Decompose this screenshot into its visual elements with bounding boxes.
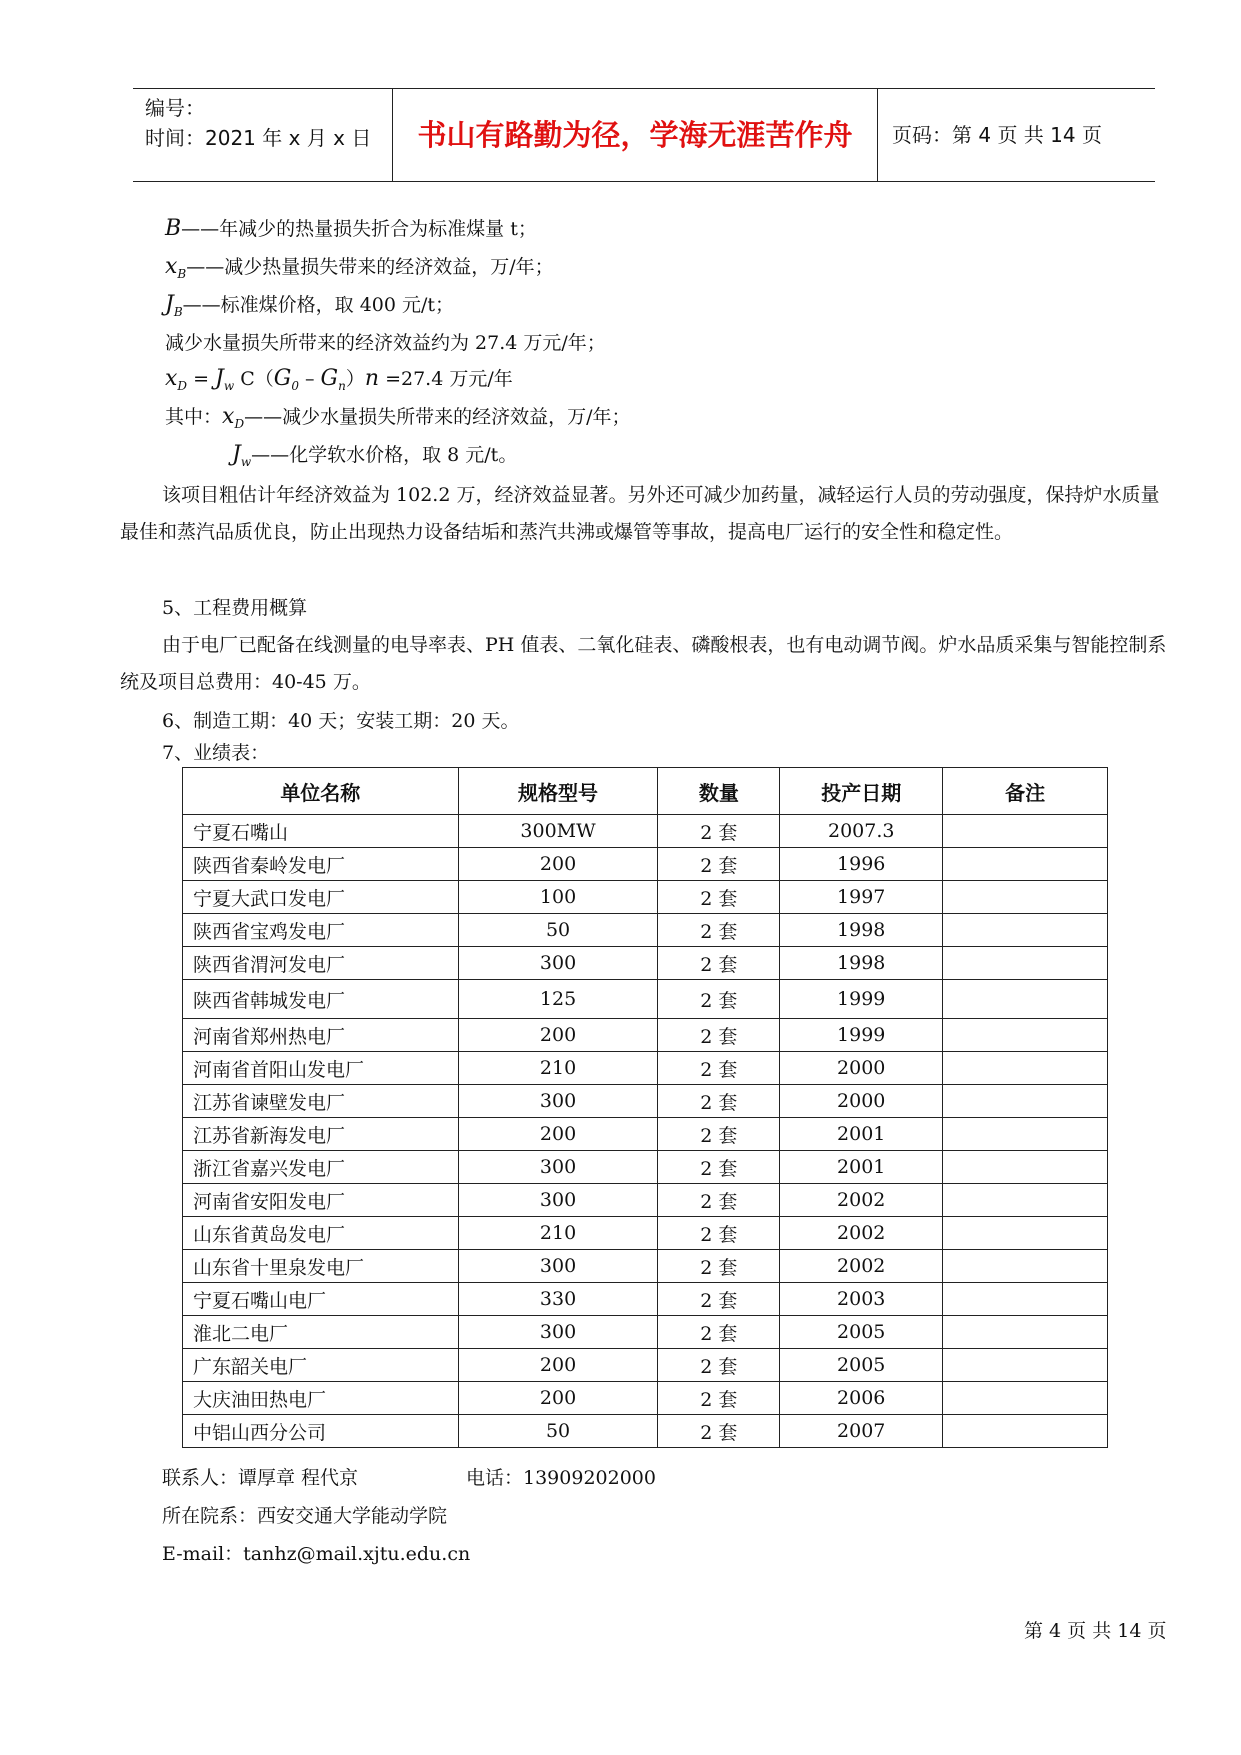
table-row	[183, 947, 1108, 980]
date-cell: 2000	[780, 1085, 943, 1118]
unit-name-cell: 陕西省秦岭发电厂	[183, 848, 459, 881]
remark-cell	[943, 1316, 1108, 1349]
contact-department: 所在院系：西安交通大学能动学院	[162, 1505, 448, 1527]
spec-cell: 200	[458, 1118, 658, 1151]
remark-cell	[943, 1085, 1108, 1118]
definition-b: B——年减少的热量损失折合为标准煤量 t；	[165, 216, 537, 241]
unit-name-cell: 河南省首阳山发电厂	[183, 1052, 459, 1085]
quantity-cell: 2 套	[658, 1118, 780, 1151]
benefit-paragraph: 该项目粗估计年经济效益为 102.2 万，经济效益显著。另外还可减少加药量，减轻运行人员的劳动强度，保持炉水质量最佳和蒸汽品质优良，防止出现热力设备结垢和蒸汽共沸或爆管等事故，提高电厂运行的安全性和稳定性。	[120, 484, 1160, 543]
quantity-cell: 2 套	[658, 1349, 780, 1382]
table-row	[183, 1151, 1108, 1184]
spec-cell: 50	[458, 914, 658, 947]
quantity-cell: 2 套	[658, 1019, 780, 1052]
date-cell: 2003	[780, 1283, 943, 1316]
table-row	[183, 1019, 1108, 1052]
date-cell: 2007.3	[780, 815, 943, 848]
spec-cell: 300	[458, 1250, 658, 1283]
table-row	[183, 1250, 1108, 1283]
quantity-cell: 2 套	[658, 947, 780, 980]
spec-cell: 300	[458, 947, 658, 980]
unit-name-cell: 宁夏大武口发电厂	[183, 881, 459, 914]
table-row	[183, 1118, 1108, 1151]
date-cell: 1999	[780, 980, 943, 1019]
table-row	[183, 1184, 1108, 1217]
date-cell: 1999	[780, 1019, 943, 1052]
quantity-cell: 2 套	[658, 1316, 780, 1349]
date-cell: 1998	[780, 914, 943, 947]
unit-name-cell: 陕西省宝鸡发电厂	[183, 914, 459, 947]
header-meta	[133, 89, 393, 181]
table-row	[183, 1382, 1108, 1415]
definition-jw: $J_w——$化学软水价格，取 8 元/t。	[232, 442, 518, 469]
remark-cell	[943, 881, 1108, 914]
quantity-cell: 2 套	[658, 1250, 780, 1283]
table-header-row	[183, 768, 1108, 815]
document-time-label: 时间：2021 年 x 月 x 日	[145, 126, 372, 150]
unit-name-cell: 淮北二电厂	[183, 1316, 459, 1349]
section-6: 6、制造工期：40 天；安装工期：20 天。	[162, 710, 520, 732]
table-body	[183, 815, 1108, 1448]
formula-xd: $x_D = J_w$ $C(G_0 - G_n)n =27.4$ 万元/年	[165, 366, 513, 393]
column-header: 备注	[943, 768, 1108, 815]
contact-email: E-mail：tanhz@mail.xjtu.edu.cn	[162, 1543, 471, 1565]
quantity-cell: 2 套	[658, 1382, 780, 1415]
document-number-label: 编号：	[145, 96, 205, 120]
remark-cell	[943, 1382, 1108, 1415]
spec-cell: 200	[458, 1349, 658, 1382]
date-cell: 2005	[780, 1349, 943, 1382]
spec-cell: 330	[458, 1283, 658, 1316]
date-cell: 1998	[780, 947, 943, 980]
spec-cell: 100	[458, 881, 658, 914]
date-cell: 2005	[780, 1316, 943, 1349]
remark-cell	[943, 914, 1108, 947]
section-5-title: 5、工程费用概算	[162, 597, 308, 619]
unit-name-cell: 大庆油田热电厂	[183, 1382, 459, 1415]
date-cell: 2000	[780, 1052, 943, 1085]
quantity-cell: 2 套	[658, 881, 780, 914]
spec-cell: 200	[458, 1019, 658, 1052]
definition-xb: $x_B——$减少热量损失带来的经济效益，万/年；	[165, 254, 554, 281]
remark-cell	[943, 815, 1108, 848]
unit-name-cell: 陕西省渭河发电厂	[183, 947, 459, 980]
table-row	[183, 881, 1108, 914]
table-row	[183, 1052, 1108, 1085]
unit-name-cell: 陕西省韩城发电厂	[183, 980, 459, 1019]
remark-cell	[943, 1151, 1108, 1184]
spec-cell: 210	[458, 1052, 658, 1085]
column-header: 单位名称	[183, 768, 459, 815]
column-header: 投产日期	[780, 768, 943, 815]
section-5-body: 由于电厂已配备在线测量的电导率表、PH 值表、二氧化硅表、磷酸根表，也有电动调节阀。炉水品质采集与智能控制系统及项目总费用：40-45 万。	[120, 634, 1167, 693]
remark-cell	[943, 1415, 1108, 1448]
definition-jb: $J_B——$标准煤价格，取 400 元/t；	[165, 292, 455, 319]
date-cell: 1997	[780, 881, 943, 914]
header-motto: 书山有路勤为径，学海无涯苦作舟	[393, 89, 878, 181]
spec-cell: 210	[458, 1217, 658, 1250]
performance-table	[182, 767, 1108, 1448]
table-row	[183, 815, 1108, 848]
remark-cell	[943, 1283, 1108, 1316]
spec-cell: 300MW	[458, 815, 658, 848]
table-row	[183, 914, 1108, 947]
quantity-cell: 2 套	[658, 848, 780, 881]
date-cell: 2006	[780, 1382, 943, 1415]
unit-name-cell: 山东省黄岛发电厂	[183, 1217, 459, 1250]
quantity-cell: 2 套	[658, 914, 780, 947]
quantity-cell: 2 套	[658, 1085, 780, 1118]
remark-cell	[943, 947, 1108, 980]
remark-cell	[943, 848, 1108, 881]
table-row	[183, 1349, 1108, 1382]
date-cell: 1996	[780, 848, 943, 881]
date-cell: 2007	[780, 1415, 943, 1448]
spec-cell: 300	[458, 1151, 658, 1184]
header-page-info: 页码：第 4 页 共 14 页	[892, 123, 1102, 147]
unit-name-cell: 江苏省新海发电厂	[183, 1118, 459, 1151]
page-header	[133, 88, 1155, 182]
unit-name-cell: 宁夏石嘴山电厂	[183, 1283, 459, 1316]
quantity-cell: 2 套	[658, 815, 780, 848]
column-header: 规格型号	[458, 768, 658, 815]
date-cell: 2001	[780, 1151, 943, 1184]
column-header: 数量	[658, 768, 780, 815]
unit-name-cell: 广东韶关电厂	[183, 1349, 459, 1382]
spec-cell: 200	[458, 1382, 658, 1415]
remark-cell	[943, 1019, 1108, 1052]
unit-name-cell: 宁夏石嘴山	[183, 815, 459, 848]
quantity-cell: 2 套	[658, 980, 780, 1019]
remark-cell	[943, 1118, 1108, 1151]
spec-cell: 300	[458, 1085, 658, 1118]
remark-cell	[943, 1052, 1108, 1085]
quantity-cell: 2 套	[658, 1217, 780, 1250]
spec-cell: 50	[458, 1415, 658, 1448]
remark-cell	[943, 980, 1108, 1019]
remark-cell	[943, 1250, 1108, 1283]
unit-name-cell: 河南省郑州热电厂	[183, 1019, 459, 1052]
remark-cell	[943, 1184, 1108, 1217]
contact-person: 联系人：谭厚章 程代京	[162, 1467, 359, 1489]
date-cell: 2002	[780, 1217, 943, 1250]
table-row	[183, 1217, 1108, 1250]
quantity-cell: 2 套	[658, 1151, 780, 1184]
quantity-cell: 2 套	[658, 1184, 780, 1217]
date-cell: 2002	[780, 1184, 943, 1217]
page-footer: 第 4 页 共 14 页	[1024, 1620, 1167, 1642]
quantity-cell: 2 套	[658, 1415, 780, 1448]
unit-name-cell: 河南省安阳发电厂	[183, 1184, 459, 1217]
table-row	[183, 1415, 1108, 1448]
table-row	[183, 980, 1108, 1019]
unit-name-cell: 江苏省谏壁发电厂	[183, 1085, 459, 1118]
definition-xd: 其中：$x_D——$减少水量损失所带来的经济效益，万/年；	[165, 404, 631, 431]
spec-cell: 200	[458, 848, 658, 881]
spec-cell: 300	[458, 1316, 658, 1349]
table-row	[183, 848, 1108, 881]
unit-name-cell: 山东省十里泉发电厂	[183, 1250, 459, 1283]
table-row	[183, 1085, 1108, 1118]
spec-cell: 125	[458, 980, 658, 1019]
remark-cell	[943, 1217, 1108, 1250]
quantity-cell: 2 套	[658, 1052, 780, 1085]
water-saving-line: 减少水量损失所带来的经济效益约为 27.4 万元/年；	[165, 332, 606, 354]
unit-name-cell: 中铝山西分公司	[183, 1415, 459, 1448]
section-7-title: 7、业绩表：	[162, 742, 270, 764]
remark-cell	[943, 1349, 1108, 1382]
table-row	[183, 1316, 1108, 1349]
table-row	[183, 1283, 1108, 1316]
unit-name-cell: 浙江省嘉兴发电厂	[183, 1151, 459, 1184]
date-cell: 2001	[780, 1118, 943, 1151]
date-cell: 2002	[780, 1250, 943, 1283]
spec-cell: 300	[458, 1184, 658, 1217]
quantity-cell: 2 套	[658, 1283, 780, 1316]
contact-phone: 电话：13909202000	[466, 1467, 656, 1489]
